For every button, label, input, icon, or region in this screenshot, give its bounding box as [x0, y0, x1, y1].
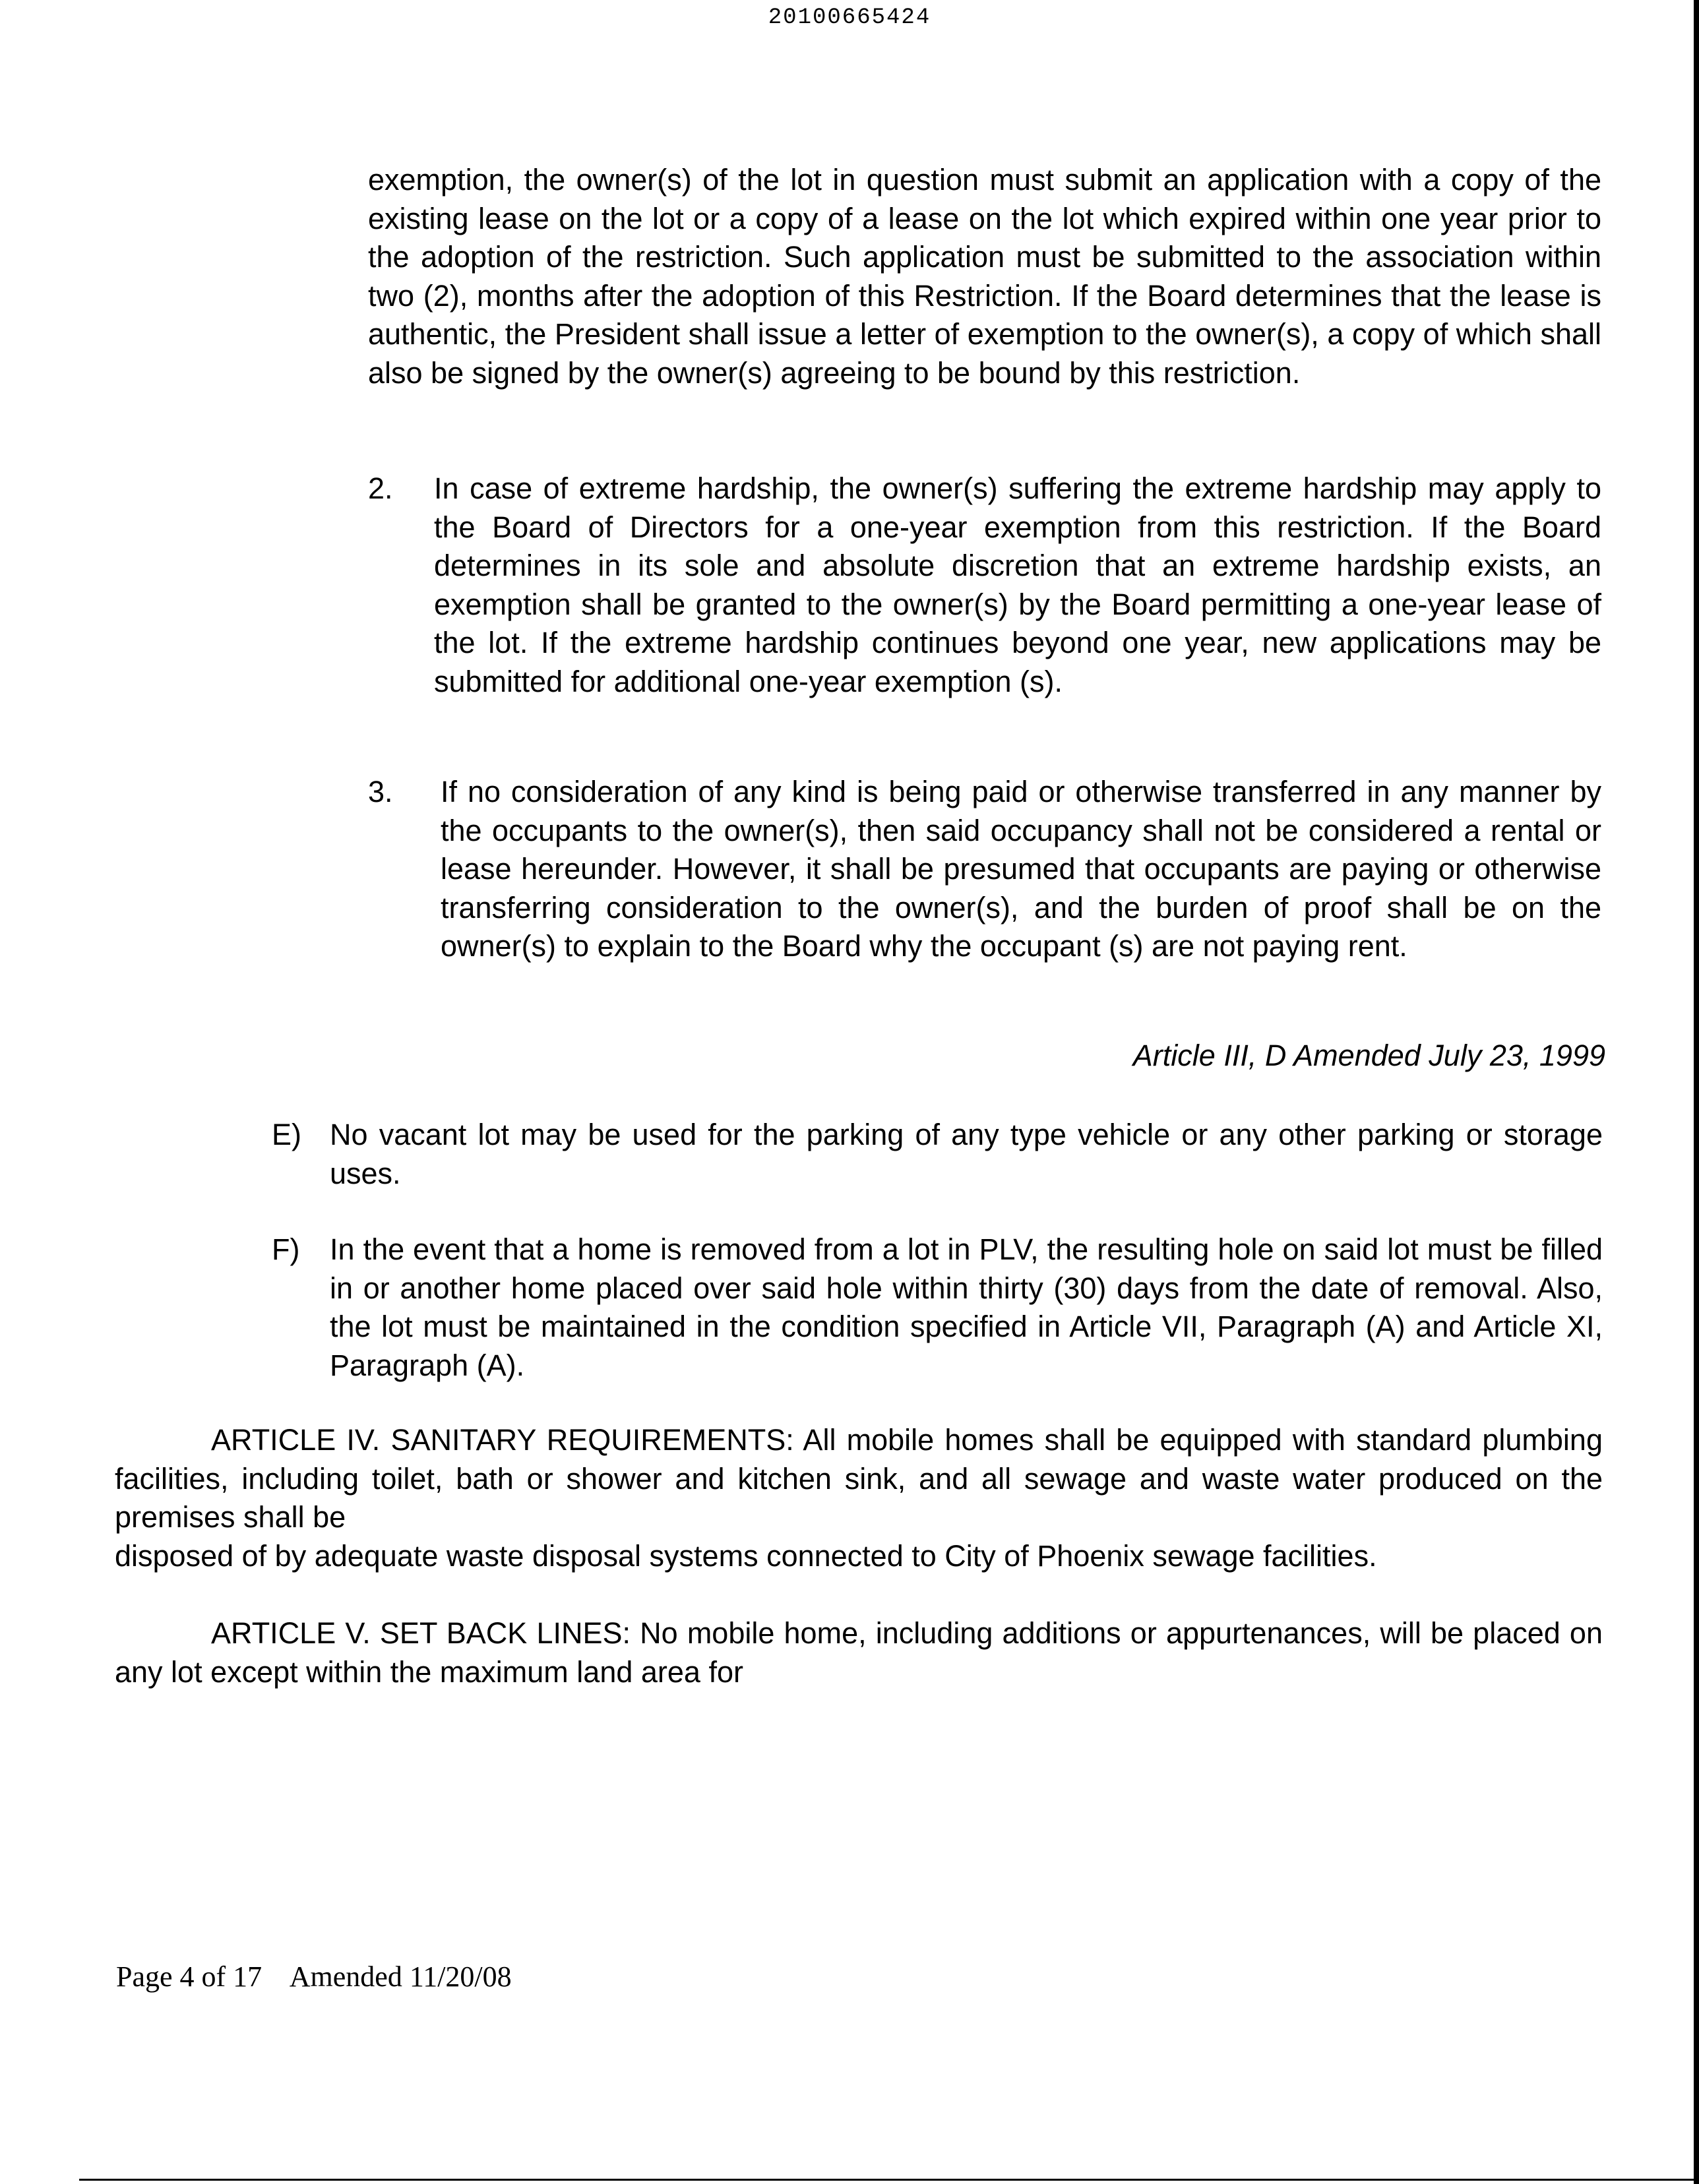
article-v-text: ARTICLE V. SET BACK LINES: No mobile home, including additions or appurtenances, will be placed on any lot except within the maximum land area for: [115, 1616, 1603, 1689]
article-iv-text-a: [115, 1421, 1603, 1537]
document-number: 20100665424: [768, 5, 931, 30]
footer-amended-date: Amended 11/20/08: [289, 1960, 512, 1993]
amendment-note: Article III, D Amended July 23, 1999: [1132, 1039, 1605, 1072]
item-letter-f: F): [272, 1232, 300, 1266]
article-iv-text-a-content: ARTICLE IV. SANITARY REQUIREMENTS: All mobile homes shall be equipped with standard plumbing facilities, including toilet, bath or shower and kitchen sink, and all sewage and waste water produced on the premises shall be: [115, 1423, 1603, 1534]
item-number-2: 2.: [368, 471, 393, 505]
item-paragraph-e: No vacant lot may be used for the parking of any type vehicle or any other parking or storage uses.: [330, 1118, 1603, 1190]
item-letter-e: E): [272, 1118, 301, 1151]
item-paragraph-f: In the event that a home is removed from a lot in PLV, the resulting hole on said lot must be filled in or another home placed over said hole within thirty (30) days from the date of removal. Also, the lot must be maintained in the condition specified in Article VII, Paragraph (A) and Article XI, Paragraph (A).: [330, 1232, 1603, 1382]
scan-edge-bottom: [79, 2179, 1699, 2181]
article-iv-text-b: disposed of by adequate waste disposal systems connected to City of Phoenix sewage facilities.: [115, 1538, 1377, 1573]
article-iv: [115, 1421, 1603, 1575]
scan-edge-right: [1694, 0, 1699, 2184]
footer-page-number: Page 4 of 17: [116, 1960, 263, 1993]
page-footer: [116, 1960, 512, 1993]
article-v: [115, 1614, 1603, 1691]
intro-paragraph: exemption, the owner(s) of the lot in question must submit an application with a copy of the existing lease on the lot or a copy of a lease on the lot which expired within one year prior to the adoption of the restriction. Such application must be submitted to the association within two (2), months after the adoption of this Restriction. If the Board determines that the lease is authentic, the President shall issue a letter of exemption to the owner(s), a copy of which shall also be signed by the owner(s) agreeing to be bound by this restriction.: [368, 163, 1601, 390]
item-paragraph-2: In case of extreme hardship, the owner(s) suffering the extreme hardship may apply to the Board of Directors for a one-year exemption from this restriction. If the Board determines in its sole and absolute discretion that an extreme hardship exists, an exemption shall be granted to the owner(s) by the Board permitting a one-year lease of the lot. If the extreme hardship continues beyond one year, new applications may be submitted for additional one-year exemption (s).: [434, 471, 1601, 698]
item-paragraph-3: If no consideration of any kind is being paid or otherwise transferred in any manner by the occupants to the owner(s), then said occupancy shall not be considered a rental or lease hereunder. However, it shall be presumed that occupants are paying or otherwise transferring consideration to the owner(s), and the burden of proof shall be on the owner(s) to explain to the Board why the occupant (s) are not paying rent.: [441, 775, 1601, 963]
item-number-3: 3.: [368, 775, 393, 808]
